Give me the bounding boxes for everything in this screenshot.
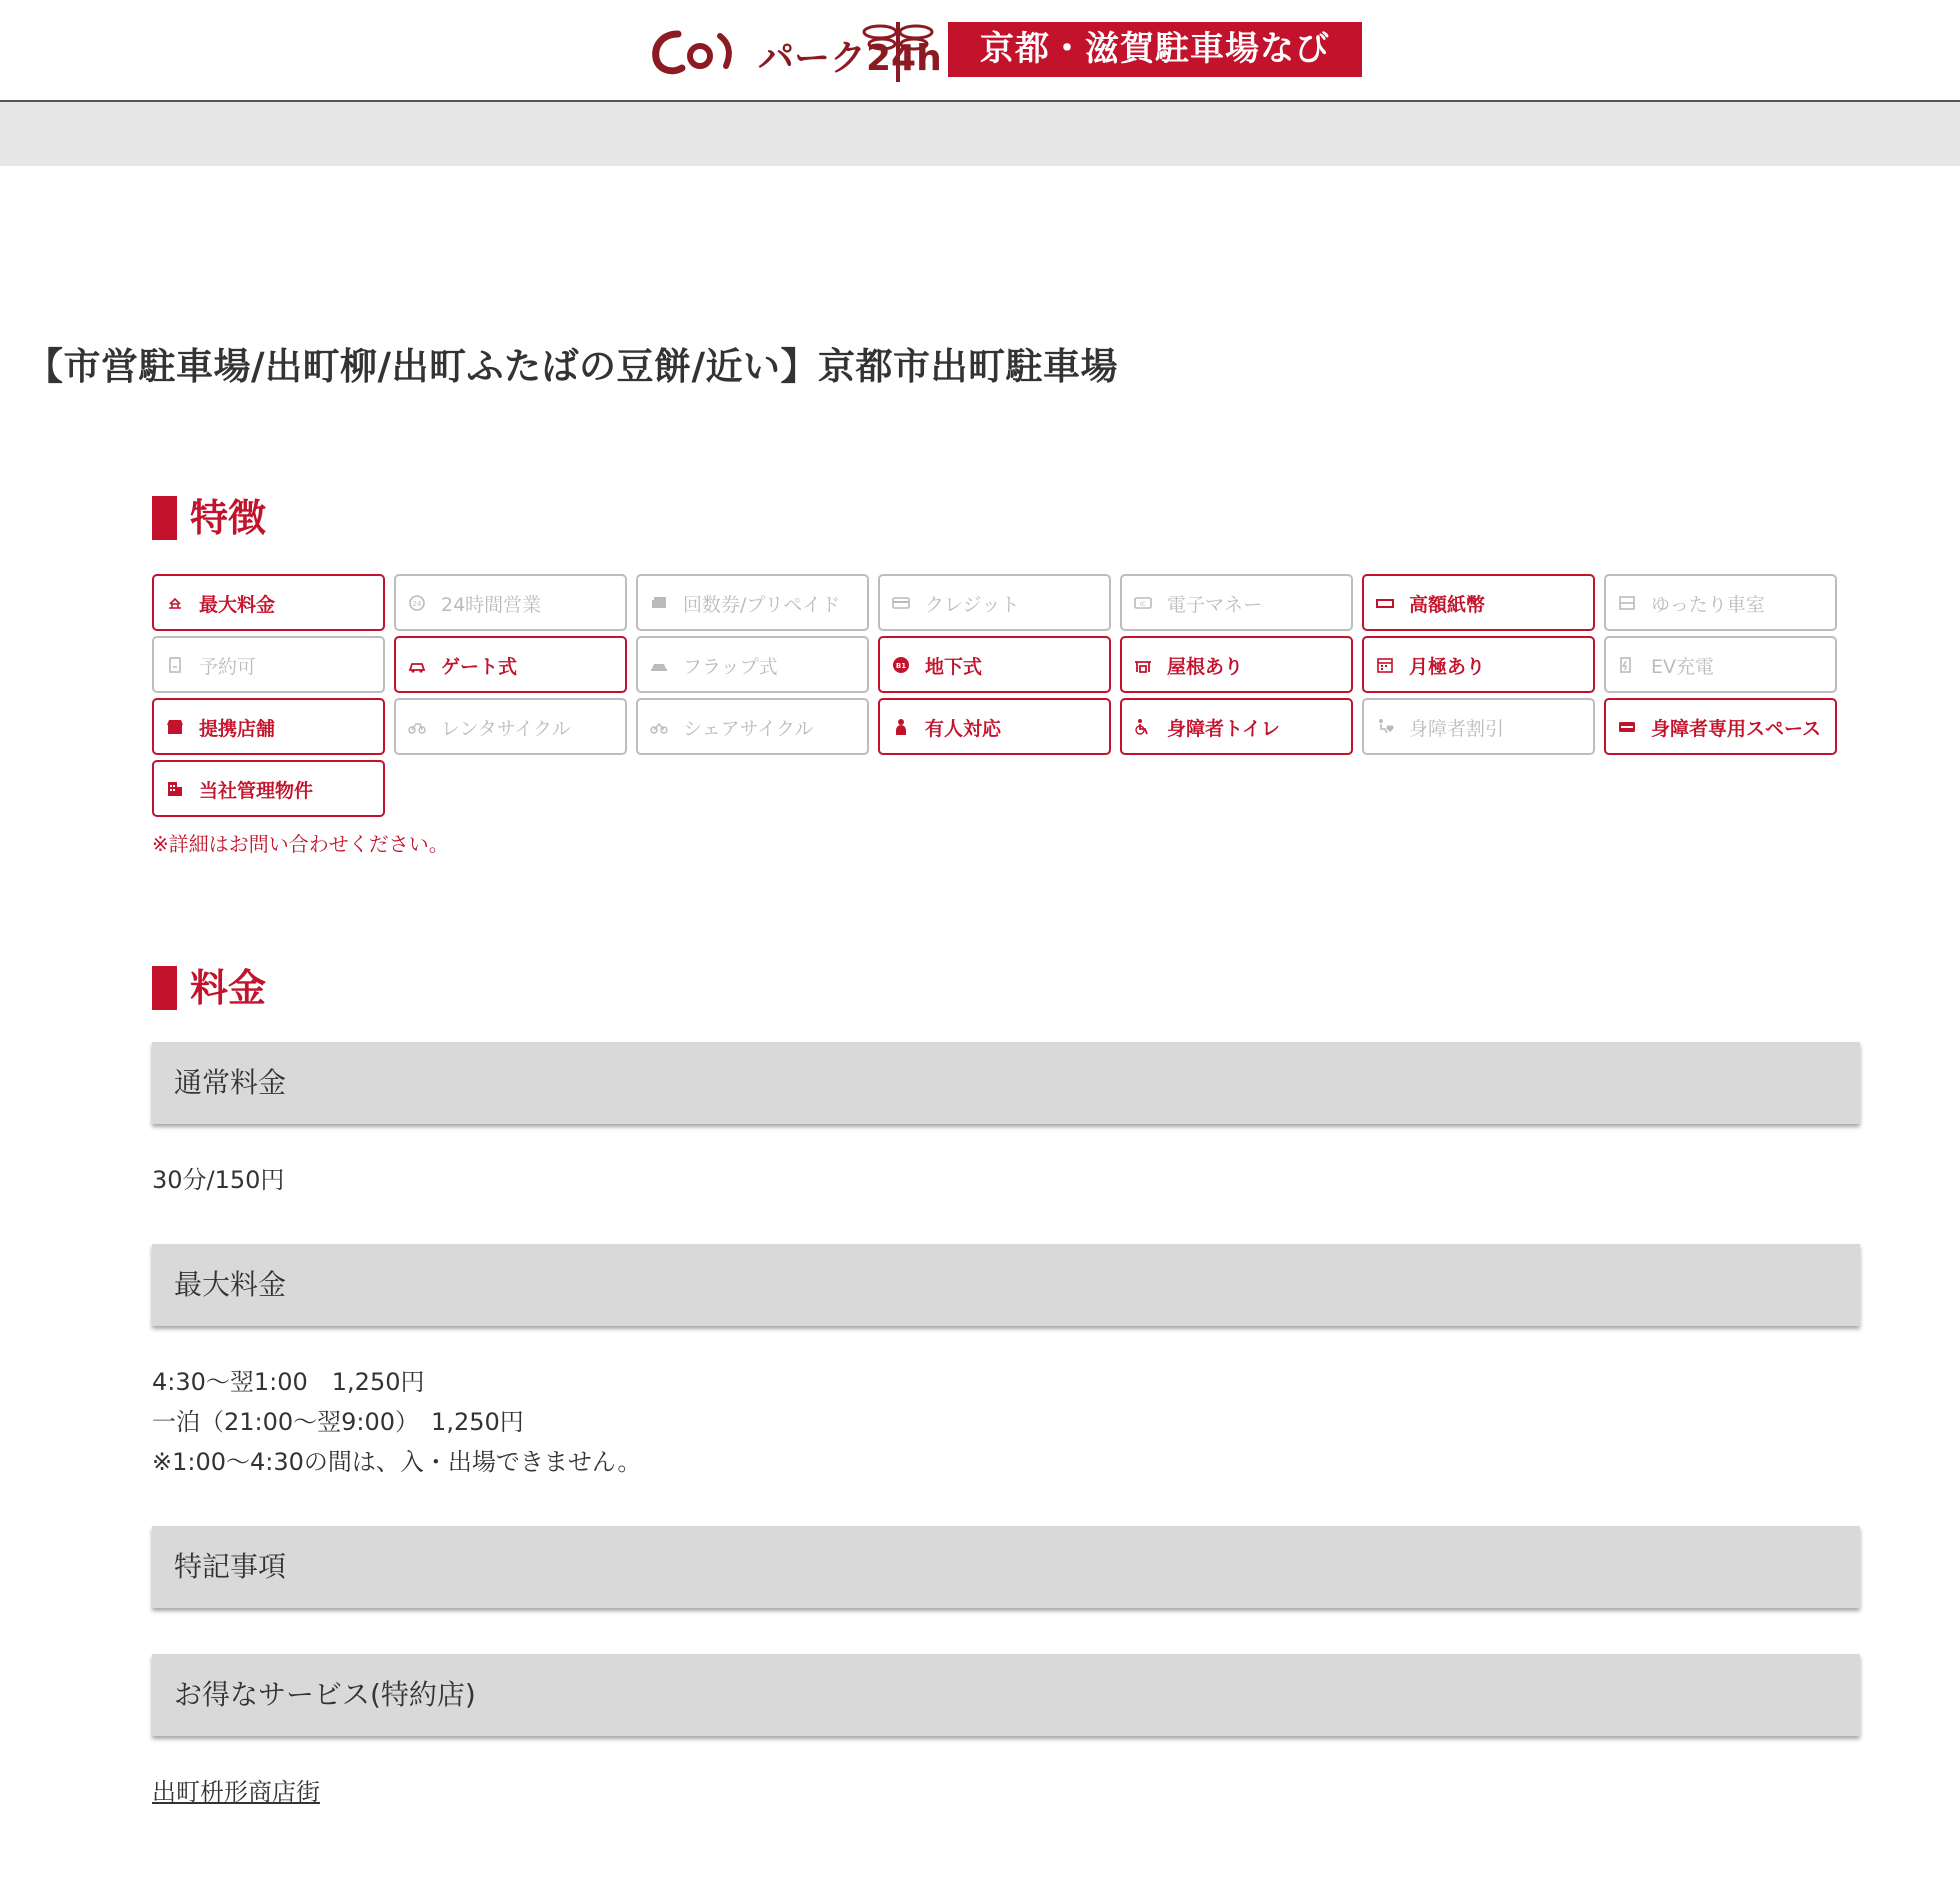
feature-badge (1362, 698, 1595, 755)
roof-icon (1134, 656, 1152, 674)
flap-car-icon (650, 656, 668, 674)
accessible-space-icon (1618, 718, 1636, 736)
gate-car-icon (408, 656, 426, 674)
accessible-toilet-icon (1134, 718, 1152, 736)
ticket-icon (650, 594, 668, 612)
svg-text:IC: IC (1140, 601, 1146, 608)
feature-label: 屋根あり (1167, 656, 1244, 678)
underground-icon (892, 656, 910, 674)
park24-logo[interactable] (648, 12, 940, 88)
rent-icon (166, 594, 184, 612)
share-cycle-icon (650, 718, 668, 736)
feature-label: フラップ式 (683, 656, 778, 678)
feature-label: クレジット (925, 594, 1020, 616)
feature-badge (1604, 698, 1837, 755)
site-banner[interactable]: 京都・滋賀駐車場なび (948, 22, 1362, 77)
feature-badge (1604, 574, 1837, 631)
normal-fee-header[interactable]: 通常料金 (152, 1042, 1860, 1124)
feature-badge (152, 698, 385, 755)
reservation-icon (166, 656, 184, 674)
feature-label: レンタサイクル (441, 718, 571, 740)
svg-text:24: 24 (412, 600, 422, 608)
calendar-icon (1376, 656, 1394, 674)
site-header (0, 0, 1960, 102)
feature-label: EV充電 (1651, 656, 1715, 678)
feature-label: 提携店舗 (199, 718, 276, 740)
credit-card-icon (892, 594, 910, 612)
banknote-icon (1376, 594, 1394, 612)
max-fee-line-3: ※1:00〜4:30の間は、入・出場できません。 (152, 1448, 642, 1476)
rent-cycle-icon (408, 718, 426, 736)
feature-badge (394, 698, 627, 755)
feature-badge (636, 698, 869, 755)
max-fee-line-1: 4:30〜翌1:00 1,250円 (152, 1368, 425, 1396)
feature-badge (636, 574, 869, 631)
feature-label: 地下式 (925, 656, 983, 678)
special-notes-header[interactable]: 特記事項 (152, 1526, 1860, 1608)
feature-badge (878, 574, 1111, 631)
page-title: 【市営駐車場/出町柳/出町ふたばの豆餅/近い】京都市出町駐車場 (26, 345, 1119, 388)
feature-label: 予約可 (199, 656, 257, 678)
normal-fee-line: 30分/150円 (152, 1166, 285, 1194)
store-icon (166, 718, 184, 736)
feature-badge (1362, 574, 1595, 631)
svg-text:B1: B1 (895, 662, 907, 670)
feature-label: 身障者専用スペース (1651, 718, 1822, 740)
24h-icon (408, 594, 426, 612)
feature-badge (1362, 636, 1595, 693)
feature-badge (878, 636, 1111, 693)
feature-badge (1120, 574, 1353, 631)
feature-label: シェアサイクル (683, 718, 814, 740)
ic-card-icon (1134, 594, 1152, 612)
building-icon (166, 780, 184, 798)
feature-badge (152, 574, 385, 631)
fees-heading: 料金 (152, 966, 266, 1010)
feature-badge (394, 636, 627, 693)
feature-label: 月極あり (1409, 656, 1486, 678)
service-header[interactable]: お得なサービス(特約店) (152, 1654, 1860, 1736)
feature-badge (1120, 698, 1353, 755)
features-note: ※詳細はお問い合わせください。 (152, 832, 449, 856)
logo-text: パーク24h (758, 38, 942, 79)
features-heading: 特徴 (152, 496, 266, 540)
feature-label: 最大料金 (199, 594, 276, 616)
max-fee-header[interactable]: 最大料金 (152, 1244, 1860, 1326)
partner-shop-link[interactable]: 出町枡形商店街 (152, 1778, 320, 1806)
feature-label: 有人対応 (925, 718, 1002, 740)
feature-label: 身障者割引 (1409, 718, 1505, 740)
feature-badge (636, 636, 869, 693)
feature-badge (394, 574, 627, 631)
feature-badge (152, 760, 385, 817)
feature-label: ゆったり車室 (1651, 594, 1765, 616)
feature-label: 身障者トイレ (1167, 718, 1281, 740)
feature-badge (152, 636, 385, 693)
feature-badge (1120, 636, 1353, 693)
feature-label: 回数券/プリペイド (683, 594, 841, 616)
nav-subbar (0, 102, 1960, 166)
feature-badge (1604, 636, 1837, 693)
feature-label: 24時間営業 (441, 594, 542, 616)
feature-label: 高額紙幣 (1409, 594, 1486, 616)
wide-space-icon (1618, 594, 1636, 612)
feature-label: 当社管理物件 (199, 780, 314, 802)
feature-badge (878, 698, 1111, 755)
ev-charge-icon (1618, 656, 1636, 674)
feature-label: 電子マネー (1167, 594, 1263, 616)
feature-label: ゲート式 (441, 656, 518, 678)
max-fee-line-2: 一泊（21:00〜翌9:00） 1,250円 (152, 1408, 524, 1436)
accessible-discount-icon (1376, 718, 1394, 736)
person-icon (892, 718, 910, 736)
